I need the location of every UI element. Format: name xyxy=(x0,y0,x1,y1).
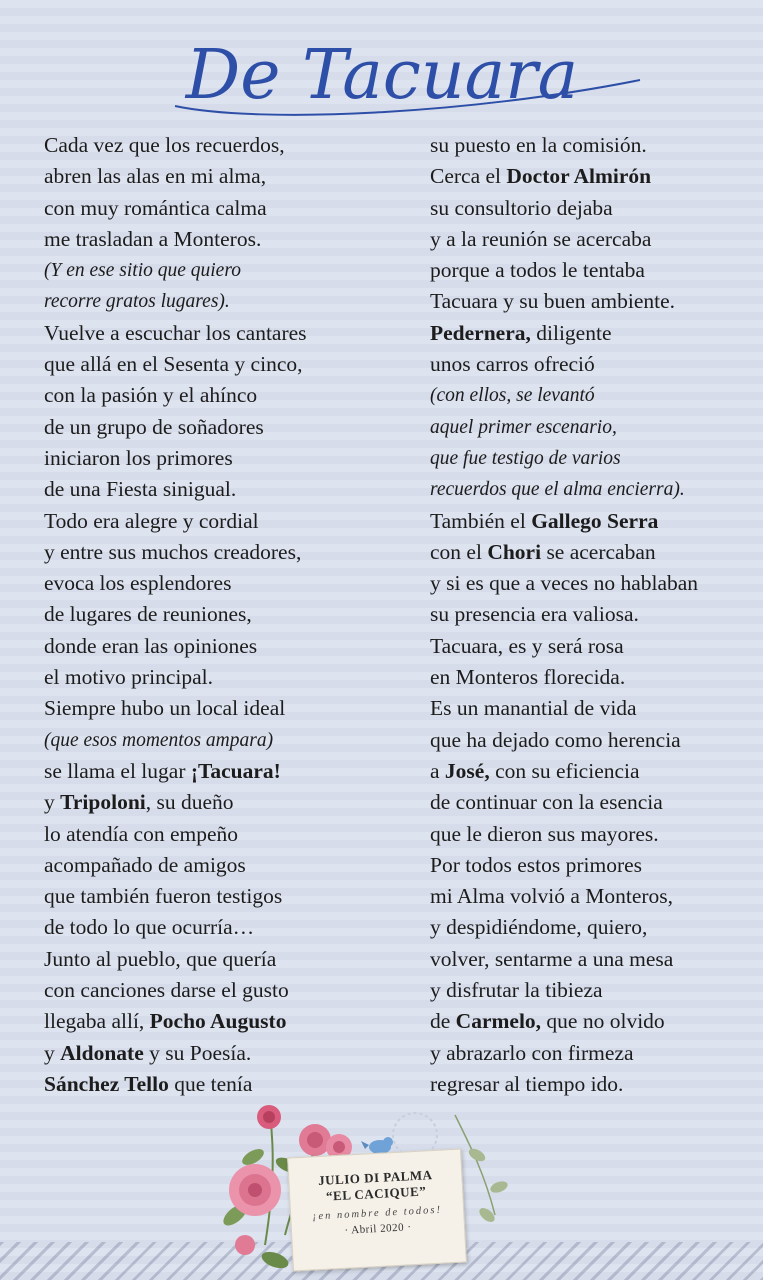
line-text: con muy romántica calma xyxy=(44,195,267,220)
line-text: (Y en ese sitio que quiero xyxy=(44,260,241,282)
line-text: el motivo principal. xyxy=(44,665,213,690)
poem-line xyxy=(430,975,750,1006)
poem-line xyxy=(430,631,750,662)
line-text: Por todos estos primores xyxy=(430,852,643,877)
poem-line xyxy=(430,318,750,349)
line-text: de xyxy=(430,1009,456,1034)
poem-line xyxy=(44,662,404,693)
poem-line xyxy=(430,881,750,912)
line-text: regresar al tiempo ido. xyxy=(430,1071,624,1096)
line-text: a xyxy=(430,758,445,783)
line-text: se llama el lugar xyxy=(44,758,191,783)
line-text: de continuar con la esencia xyxy=(430,790,663,815)
poem-line xyxy=(44,412,404,443)
bold-name: Doctor Almirón xyxy=(506,164,652,189)
bold-name: Tripoloni xyxy=(60,790,146,815)
poem-line xyxy=(44,975,404,1006)
poem-line xyxy=(430,850,750,881)
line-text: llegaba allí, xyxy=(44,1009,150,1034)
poem-line xyxy=(430,506,750,537)
line-text: y abrazarlo con firmeza xyxy=(430,1040,634,1065)
poem-line xyxy=(44,756,404,787)
poem-line xyxy=(430,412,750,443)
line-text: acompañado de amigos xyxy=(44,852,246,877)
poem-line xyxy=(44,224,404,255)
line-text: Junto al pueblo, que quería xyxy=(44,946,277,971)
poem-line xyxy=(44,193,404,224)
poem-line xyxy=(430,725,750,756)
line-text: con su eficiencia xyxy=(489,758,640,783)
line-text: abren las alas en mi alma, xyxy=(44,164,267,189)
line-text: que le dieron sus mayores. xyxy=(430,821,659,846)
poem-line xyxy=(44,130,404,161)
line-text: volver, sentarme a una mesa xyxy=(430,946,674,971)
line-text: (con ellos, se levantó xyxy=(430,385,595,407)
poem-line xyxy=(430,443,750,474)
line-text: que tenía xyxy=(168,1071,253,1096)
line-text: diligente xyxy=(530,320,612,345)
poem-line xyxy=(44,255,404,286)
line-text: su puesto en la comisión. xyxy=(430,133,647,157)
poem-line xyxy=(44,161,404,192)
poem-line xyxy=(44,1006,404,1037)
poem-line xyxy=(44,881,404,912)
line-text: que también fueron testigos xyxy=(44,884,283,909)
line-text: me trasladan a Monteros. xyxy=(44,226,262,251)
poem-line xyxy=(430,599,750,630)
poem-line xyxy=(430,1038,750,1069)
line-text: porque a todos le tentaba xyxy=(430,258,645,283)
line-text: y a la reunión se acercaba xyxy=(430,226,652,251)
bold-name: Carmelo, xyxy=(455,1009,542,1034)
line-text: Vuelve a escuchar los cantares xyxy=(44,320,307,345)
line-text: y despidiéndome, quiero, xyxy=(430,915,648,940)
poem-column-right xyxy=(430,130,750,1100)
poem-title xyxy=(0,14,763,124)
line-text: se acercaban xyxy=(541,539,656,564)
poem-line xyxy=(44,599,404,630)
line-text: , su dueño xyxy=(145,790,234,815)
poem-line xyxy=(430,756,750,787)
line-text: y si es que a veces no hablaban xyxy=(430,571,699,596)
line-text: que allá en el Sesenta y cinco, xyxy=(44,352,303,377)
poem-line xyxy=(44,725,404,756)
poem-line xyxy=(44,568,404,599)
line-text: recorre gratos lugares). xyxy=(44,291,230,313)
line-text: donde eran las opiniones xyxy=(44,633,258,658)
line-text: Siempre hubo un local ideal xyxy=(44,696,286,721)
poem-line xyxy=(430,944,750,975)
poem-line xyxy=(430,568,750,599)
line-text: y disfrutar la tibieza xyxy=(430,978,603,1003)
line-text: con la pasión y el ahínco xyxy=(44,383,258,408)
bold-name: Chori xyxy=(487,539,542,564)
line-text: de lugares de reuniones, xyxy=(44,602,252,627)
line-text: Tacuara, es y será rosa xyxy=(430,633,624,658)
line-text: mi Alma volvió a Monteros, xyxy=(430,884,674,909)
line-text: que no olvido xyxy=(541,1009,665,1034)
signature-date: · Abril 2020 · xyxy=(344,1221,412,1237)
poem-line xyxy=(44,537,404,568)
line-text: su consultorio dejaba xyxy=(430,195,613,220)
line-text: Tacuara y su buen ambiente. xyxy=(430,289,676,314)
line-text: su presencia era valiosa. xyxy=(430,602,639,627)
line-text: y su Poesía. xyxy=(143,1040,252,1065)
poem-line xyxy=(430,286,750,317)
poem-line xyxy=(44,787,404,818)
poem-line xyxy=(430,787,750,818)
line-text: iniciaron los primores xyxy=(44,445,233,470)
bold-name: Aldonate xyxy=(60,1040,144,1065)
poem-line xyxy=(430,161,750,192)
poem-line xyxy=(44,474,404,505)
line-text: También el xyxy=(430,508,532,533)
bold-name: Pedernera, xyxy=(430,320,531,345)
poem-line xyxy=(430,380,750,411)
line-text: aquel primer escenario, xyxy=(430,416,617,438)
dedication: ¡en nombre de todos! xyxy=(312,1204,443,1223)
bold-name: Gallego Serra xyxy=(531,508,659,533)
poem-line xyxy=(430,130,750,161)
poem-line xyxy=(44,693,404,724)
line-text: unos carros ofreció xyxy=(430,352,595,377)
line-text: con el xyxy=(430,539,488,564)
bold-name: Sánchez Tello xyxy=(44,1071,169,1096)
poem-line xyxy=(44,380,404,411)
poem-line xyxy=(44,349,404,380)
poem-line xyxy=(44,1038,404,1069)
author-name: JULIO DI PALMA xyxy=(317,1167,433,1189)
poem-line xyxy=(430,662,750,693)
poem-line xyxy=(430,1006,750,1037)
bold-name: ¡Tacuara! xyxy=(190,758,281,783)
poem-line xyxy=(44,631,404,662)
line-text: lo atendía con empeño xyxy=(44,821,239,846)
bold-name: Pocho Augusto xyxy=(149,1009,287,1034)
line-text: recuerdos que el alma encierra). xyxy=(430,479,685,501)
signature-card xyxy=(287,1149,467,1272)
poem-line xyxy=(430,349,750,380)
line-text: (que esos momentos ampara) xyxy=(44,729,274,751)
title-text: De Tacuara xyxy=(185,36,579,115)
poem-line xyxy=(44,850,404,881)
line-text: que fue testigo de varios xyxy=(430,447,621,469)
line-text: de una Fiesta sinigual. xyxy=(44,477,237,502)
poem-line xyxy=(44,506,404,537)
poem-line xyxy=(430,819,750,850)
line-text: Cada vez que los recuerdos, xyxy=(44,133,285,157)
poem-line xyxy=(430,474,750,505)
poem-line xyxy=(44,912,404,943)
poem-line xyxy=(44,286,404,317)
line-text: y entre sus muchos creadores, xyxy=(44,539,302,564)
poem-line xyxy=(430,537,750,568)
bold-name: José, xyxy=(444,758,490,783)
line-text: evoca los esplendores xyxy=(44,571,232,596)
line-text: Todo era alegre y cordial xyxy=(44,508,259,533)
line-text: en Monteros florecida. xyxy=(430,665,626,690)
signature-area xyxy=(215,1095,535,1280)
line-text: y xyxy=(44,790,61,815)
poem-line xyxy=(430,693,750,724)
poem-column-left xyxy=(44,130,404,1100)
line-text: que ha dejado como herencia xyxy=(430,727,681,752)
poem-line xyxy=(44,819,404,850)
poem-line xyxy=(44,443,404,474)
poem-line xyxy=(44,944,404,975)
line-text: Es un manantial de vida xyxy=(430,696,637,721)
poem-line xyxy=(430,255,750,286)
line-text: y xyxy=(44,1040,61,1065)
author-nickname: “EL CACIQUE” xyxy=(325,1183,427,1204)
line-text: con canciones darse el gusto xyxy=(44,978,289,1003)
line-text: de todo lo que ocurría… xyxy=(44,915,255,940)
poem-line xyxy=(430,193,750,224)
poem-line xyxy=(430,224,750,255)
line-text: Cerca el xyxy=(430,164,507,189)
poem-line xyxy=(44,318,404,349)
poem-line xyxy=(430,912,750,943)
line-text: de un grupo de soñadores xyxy=(44,414,264,439)
